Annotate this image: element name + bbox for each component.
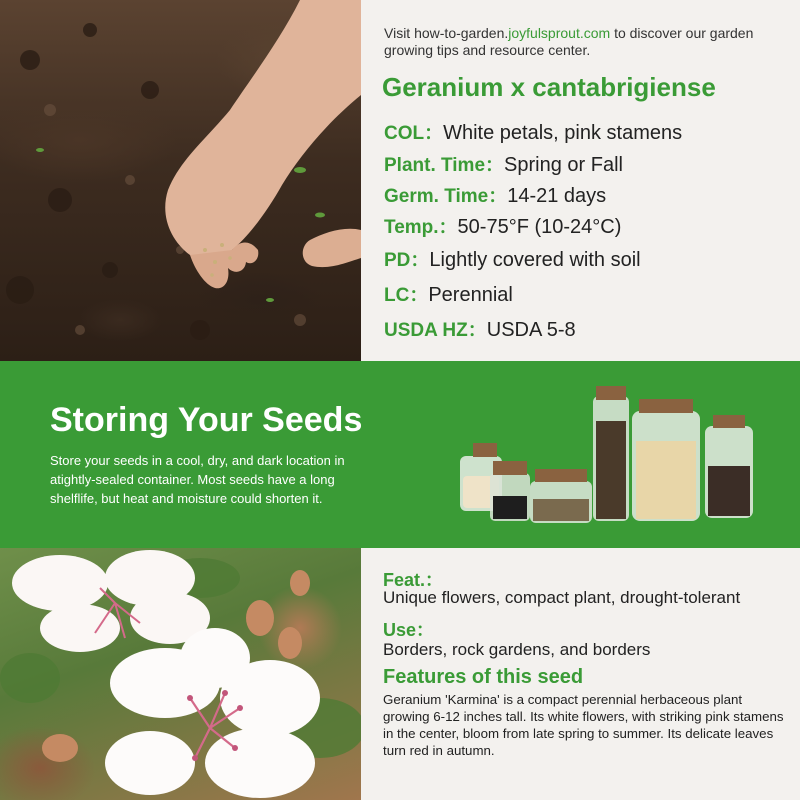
spec-value: White petals, pink stamens [443,122,683,144]
use-text: Borders, rock gardens, and borders [383,640,651,659]
top-section [0,0,800,361]
geranium-flower-photo [0,548,361,800]
storing-title: Storing Your Seeds [50,401,363,439]
spec-life-cycle [384,280,513,307]
storing-seeds-band [0,361,800,548]
storing-text: Store your seeds in a cool, dry, and dark location in atightly-sealed container. Most seeds have a long shelflife, but heat and moisture could shorten it. [50,453,345,506]
spec-temperature [384,212,621,239]
plant-info-panel [361,0,800,361]
features-paragraph: Geranium 'Karmina' is a compact perennial herbaceous plant growing 6-12 inches tall. Its white flowers, with striking pink stamens in the center, bloom from late spring to summer. Its delicate leaves turn red in autumn. [383,692,784,758]
seed-jars-illustration [455,381,765,531]
features-panel [361,548,800,800]
spec-value: USDA 5-8 [486,319,576,341]
spec-plant-time [384,150,623,177]
spec-usda-zone [384,315,576,342]
features-heading: Features of this seed [383,666,584,688]
spec-key: PD： [384,250,430,271]
spec-key: USDA HZ： [384,320,487,341]
spec-value: Spring or Fall [504,154,623,176]
spec-value: Lightly covered with soil [429,249,641,271]
visit-prefix: Visit how-to-garden. [384,25,509,41]
feat-label: Feat.： [383,570,444,590]
spec-color [384,118,682,145]
soil-hand-photo [0,0,361,361]
plant-title: Geranium x cantabrigiense [382,72,716,102]
brand-link[interactable]: joyfulsprout.com [508,25,611,41]
spec-key: Temp.： [384,217,458,238]
spec-key: LC： [384,285,429,306]
spec-key: COL： [384,123,444,144]
spec-planting-depth [384,245,641,272]
spec-value: 14-21 days [507,185,607,207]
feat-text: Unique flowers, compact plant, drought-tolerant [383,588,741,607]
visit-website-text [384,25,784,59]
spec-key: Germ. Time： [384,186,508,207]
spec-germ-time [384,181,606,208]
spec-value: Perennial [428,284,513,306]
visit-suffix: to discover our garden growing tips and resource center. [384,25,754,58]
use-label: Use： [383,620,435,640]
spec-key: Plant. Time： [384,155,505,176]
spec-value: 50-75°F (10-24°C) [457,216,622,238]
